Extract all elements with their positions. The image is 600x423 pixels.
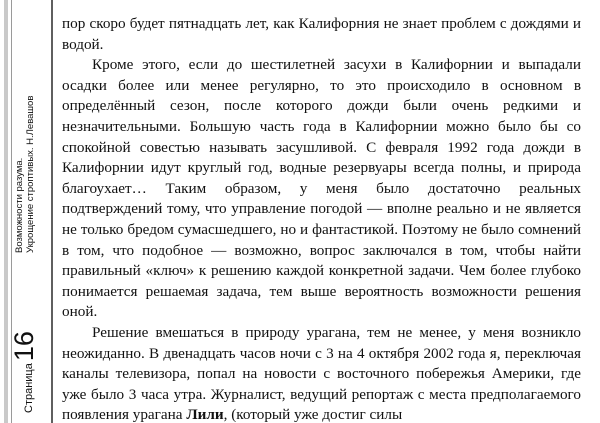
paragraph-3-tail: , (который уже достиг силы (223, 406, 403, 423)
body-text (62, 14, 581, 423)
hurricane-name: Лили (186, 406, 224, 423)
page-label (4, 331, 38, 413)
paragraph-3 (62, 323, 581, 423)
paragraph-2: Кроме этого, если до шестилетней засухи в Калифорнии и выпадали осадки более или менее регулярно, то это происходило в основном в определённый сезон, после которого дожди были очень редкими и незначительными. Большую часть года в Калифорнии можно было бы со спокойной совестью называть засушливой. С февраля 1992 года дожди в Калифорнии идут круглый год, водные резервуары всегда полны, и природа благоухает… Таким образом, у меня было достаточно реальных подтверждений тому, что управление погодой — вполне реально и не является не только бредом сумасшедшего, но и фантастикой. Поэтому не было сомнений в том, что подобное — возможно, вопрос заключался в том, чтобы найти правильный «ключ» к решению каждой конкретной задачи. Чем более глубоко понимается решаемая задача, тем выше вероятность возможности решения оной. (62, 56, 581, 321)
book-title-line-2: Укрощение строптивых. Н.Левашов (24, 95, 36, 253)
book-title-line-1: Возможности разума. (14, 157, 25, 253)
page-number: 16 (9, 331, 39, 362)
paragraph-3-text: Решение вмешаться в природу урагана, тем не менее, у меня возникло неожиданно. В двенадцать часов ночи с 3 на 4 октября 2002 года я, переключая каналы телевизора, попал на новости с восточного побережья Америки, где уже было 3 часа утра. Журналист, ведущий репортаж с места предполагаемого появления урагана (62, 323, 581, 423)
book-title (15, 96, 37, 253)
page-word-label: Страница (23, 363, 35, 413)
sidebar-vertical-text (2, 0, 52, 417)
paragraph-continuation: пор скоро будет пятнадцать лет, как Калифорния не знает проблем с дождями и водой. (62, 15, 581, 53)
